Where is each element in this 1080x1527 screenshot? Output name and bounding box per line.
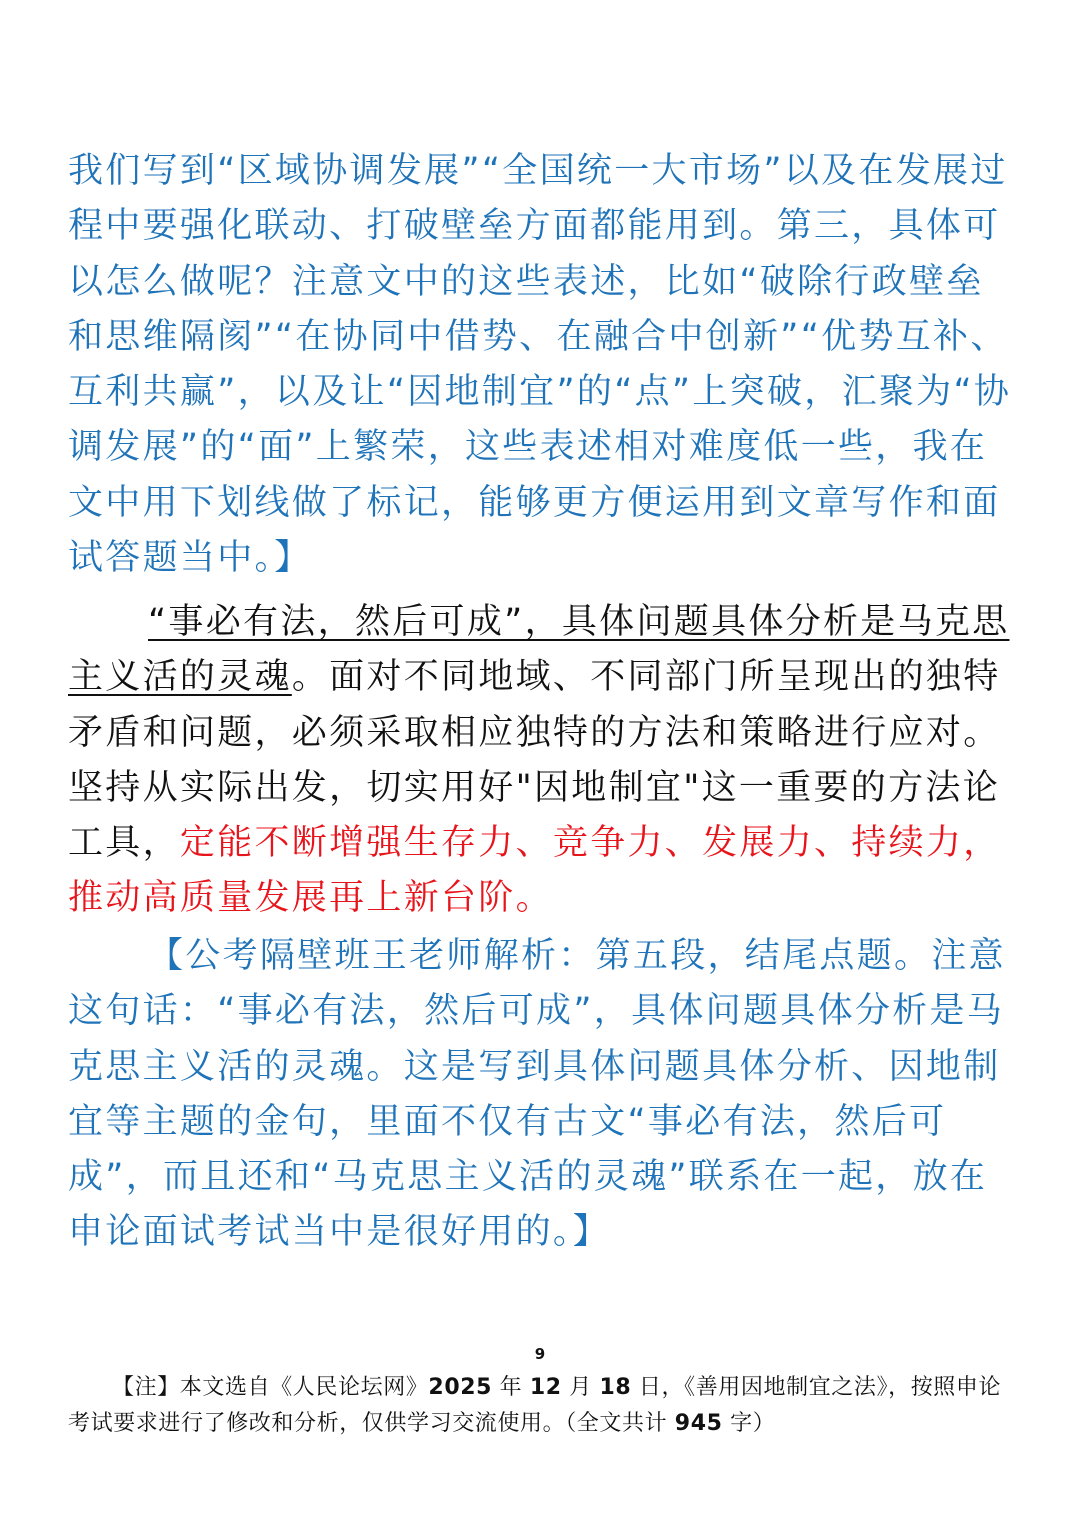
highlighted-conclusion: 定能不断增强生存力、竞争力、发展力、持续力，推动高质量发展再上新台阶。 — [68, 823, 1001, 919]
body-text: 。面对不同地域、不同部门所呈现出的独特矛盾和问题，必须采取相应独特的方法和策略进行应对。坚持从实际出发，切实用好"因地制宜"这一重要的方法论工具， — [68, 657, 1001, 864]
underlined-quote: “事必有法，然后可成”，具体问题具体分析是马克思主义活的灵魂 — [68, 602, 1010, 698]
footnote-text: 字） — [722, 1411, 776, 1436]
footnote-word-count: 945 — [674, 1411, 723, 1436]
analysis-paragraph-5: 【公考隔壁班王老师解析：第五段，结尾点题。注意这句话：“事必有法，然后可成”，具体问题具体分析是马克思主义活的灵魂。这是写到具体问题具体分析、因地制宜等主题的金句，里面不仅有古文“事必有法，然后可成”，而且还和“马克思主义活的灵魂”联系在一起，放在申论面试考试当中是很好用的。】 — [68, 936, 1006, 1253]
body-paragraph-5 — [68, 595, 1014, 927]
footnote-day: 18 — [599, 1375, 632, 1400]
footnote-month: 12 — [529, 1375, 562, 1400]
footnote-year: 2025 — [428, 1375, 493, 1400]
page-number: 9 — [534, 1345, 546, 1363]
footnote — [68, 1370, 1014, 1442]
footnote-source: 【注】本文选自《人民论坛网》 — [112, 1375, 429, 1400]
footnote-text: 年 — [492, 1375, 530, 1400]
analysis-paragraph-continued: 我们写到“区域协调发展”“全国统一大市场”以及在发展过程中要强化联动、打破壁垒方面都能用到。第三，具体可以怎么做呢？注意文中的这些表述，比如“破除行政壁垒和思维隔阂”“在协同中借势、在融合中创新”“优势互补、互利共赢”，以及让“因地制宜”的“点”上突破，汇聚为“协调发展”的“面”上繁荣，这些表述相对难度低一些，我在文中用下划线做了标记，能够更方便运用到文章写作和面试答题当中。】 — [68, 151, 1012, 579]
footnote-text: 日，《善用因地制宜之法》，按照申论考试要求进行了修改和分析，仅供学习交流使用。（全文共计 — [68, 1375, 1002, 1436]
footnote-text: 月 — [561, 1375, 600, 1400]
